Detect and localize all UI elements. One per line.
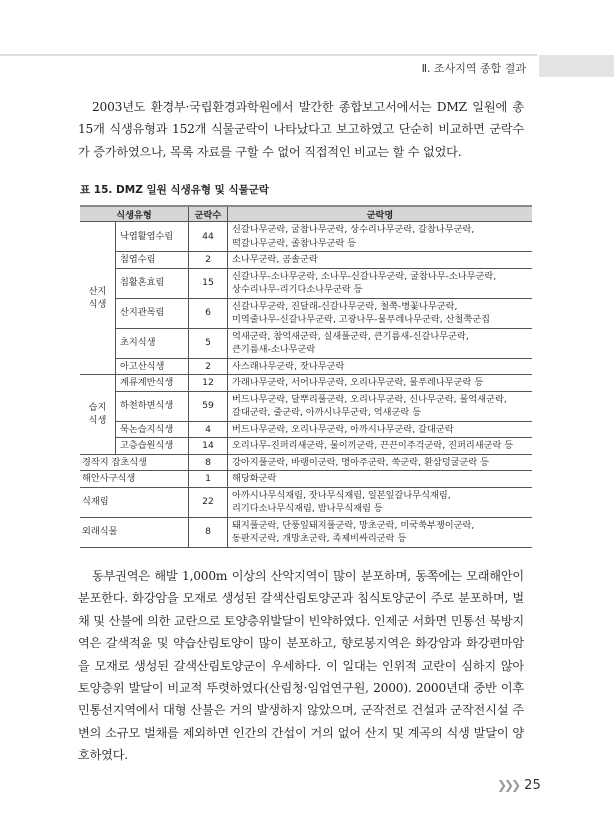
names-cell — [228, 298, 533, 328]
count-cell: 2 — [189, 358, 228, 375]
names-cell — [228, 438, 533, 455]
count-cell: 8 — [189, 517, 228, 547]
community-names: 큰기름새-소나무군락 — [232, 344, 316, 355]
page-number — [497, 778, 541, 793]
group-cell: 습지 식생 — [80, 375, 116, 455]
names-cell — [228, 268, 533, 298]
community-names: 상수리나무-리기다소나무군락 등 — [232, 284, 363, 295]
community-names: 버드나무군락, 달뿌리풀군락, 오리나무군락, 신나무군락, 물억새군락, — [232, 393, 507, 405]
community-names: 강아지풀군락, 바랭이군락, 명아주군락, 쑥군락, 환삼덩굴군락 등 — [232, 456, 490, 468]
names-cell — [228, 358, 533, 375]
paragraph-text: 동부권역은 해발 1,000m 이상의 산악지역이 많이 분포하며, 동쪽에는 모래해안이 분포한다. 화강암을 모재로 생성된 갈색산림토양군과 침식토양군이 주로 분포하며, 벌채 및 산불에 의한 교란으로 토양층위발달이 빈약하였다. 인제군 서화면 민통선 북방지역은 갈색적윤 및 약습산림토양이 많이 분포하고, 향로봉지역은 화강암과 화강편마암을 모재로 생성된 갈색산림토양군이 우세하다. 이 일대는 인위적 교란이 심하지 않아 토양층위 발달이 비교적 뚜렷하였다(산림청·임업연구원, 2000). 2000년대 중반 이후 민통선지역에서 대형 산불은 거의 발생하지 않았으며, 군작전로 건설과 군작전시설 주변의 소규모 벌채를 제외하면 인간의 간섭이 거의 없어 산지 및 계곡의 식생 발달이 양호하였다. — [78, 569, 524, 763]
table-row — [80, 358, 532, 375]
table-row — [80, 222, 532, 252]
count-cell: 5 — [189, 328, 228, 358]
type-cell: 경작지 잡초식생 — [80, 454, 189, 471]
table-row — [80, 268, 532, 298]
table-row — [80, 517, 532, 547]
names-cell — [228, 222, 533, 252]
count-cell: 2 — [189, 252, 228, 269]
community-names: 떡갈나무군락, 졸참나무군락 등 — [232, 237, 357, 249]
type-cell: 하천하변식생 — [116, 391, 189, 421]
community-names: 가래나무군락, 서어나무군락, 오리나무군락, 물푸레나무군락 등 — [232, 377, 484, 388]
type-cell: 아고산식생 — [116, 358, 189, 375]
names-cell — [228, 471, 533, 488]
table-header-row — [80, 206, 532, 222]
count-cell: 4 — [189, 421, 228, 438]
names-cell — [228, 421, 533, 438]
count-cell: 44 — [189, 222, 228, 252]
table-row — [80, 328, 532, 358]
type-cell: 외래식물 — [80, 517, 189, 547]
community-names: 돼지풀군락, 단풍잎돼지풀군락, 망초군락, 미국쑥부쟁이군락, — [232, 519, 475, 531]
names-cell — [228, 454, 533, 471]
type-cell: 식재림 — [80, 487, 189, 517]
community-names: 신갈나무군락, 굴참나무군락, 상수리나무군락, 갈참나무군락, — [232, 224, 475, 235]
col-header-names: 군락명 — [228, 206, 533, 222]
names-cell — [228, 517, 533, 547]
table-row — [80, 471, 532, 488]
community-names: 해당화군락 — [232, 473, 277, 484]
type-cell: 낙엽활엽수림 — [116, 222, 189, 252]
paragraph-text: 2003년도 환경부·국립환경과학원에서 발간한 종합보고서에서는 DMZ 일원에 총 15개 식생유형과 152개 식물군락이 나타났다고 보고하였고 단순히 비교하면 군락수가 증가하였으나, 목록 자료를 구할 수 없어 직접적인 비교는 할 수 없었다. — [78, 100, 524, 159]
count-cell: 14 — [189, 438, 228, 455]
community-names: 소나무군락, 곰솔군락 — [232, 254, 318, 265]
running-header: Ⅱ. 조사지역 종합 결과 — [421, 62, 526, 75]
type-cell: 산지관목림 — [116, 298, 189, 328]
type-cell: 침엽수림 — [116, 252, 189, 269]
table-row — [80, 454, 532, 471]
paragraph-2 — [78, 565, 524, 767]
header-rule — [0, 54, 537, 56]
community-names: 리기다소나무식재림, 밤나무식재림 등 — [232, 503, 383, 514]
header-tab-box — [539, 55, 614, 77]
community-names: 신갈나무군락, 진달래-신갈나무군락, 철쭉-병꽃나무군락, — [232, 300, 458, 312]
count-cell: 12 — [189, 375, 228, 392]
table-row — [80, 375, 532, 392]
type-cell: 고층습원식생 — [116, 438, 189, 455]
community-names: 아까시나무식재림, 잣나무식재림, 일본잎갈나무식재림, — [232, 489, 451, 501]
group-cell: 산지 식생 — [80, 222, 116, 375]
community-names: 억새군락, 참억새군락, 실새풀군락, 큰기름새-신갈나무군락, — [232, 330, 469, 342]
table-row — [80, 438, 532, 455]
names-cell — [228, 252, 533, 269]
col-header-count: 군락수 — [189, 206, 228, 222]
names-cell — [228, 487, 533, 517]
table-row — [80, 252, 532, 269]
type-cell: 해안사구식생 — [80, 471, 189, 488]
table-row — [80, 487, 532, 517]
paragraph-1 — [78, 96, 524, 163]
count-cell: 59 — [189, 391, 228, 421]
community-names: 버드나무군락, 오리나무군락, 아까시나무군락, 갈대군락 — [232, 423, 454, 435]
community-names: 사스래나무군락, 잣나무군락 — [232, 360, 345, 372]
table-row — [80, 421, 532, 438]
community-names: 갈대군락, 줄군락, 아까시나무군락, 억새군락 등 — [232, 407, 422, 418]
names-cell — [228, 391, 533, 421]
count-cell: 6 — [189, 298, 228, 328]
type-cell: 초지식생 — [116, 328, 189, 358]
vegetation-table — [80, 205, 532, 548]
count-cell: 22 — [189, 487, 228, 517]
community-names: 미역줄나무-신갈나무군락, 고광나무-물푸레나무군락, 산철쭉군집 — [232, 314, 490, 325]
triple-chevron-right-icon: ❯❯❯ — [497, 778, 519, 792]
community-names: 오리나무-진퍼리새군락, 물이끼군락, 끈끈이주걱군락, 진퍼리새군락 등 — [232, 440, 514, 451]
count-cell: 1 — [189, 471, 228, 488]
names-cell — [228, 328, 533, 358]
page-number-text: 25 — [524, 778, 541, 793]
table-row — [80, 391, 532, 421]
table-row — [80, 298, 532, 328]
type-cell: 계류계반식생 — [116, 375, 189, 392]
names-cell — [228, 375, 533, 392]
count-cell: 8 — [189, 454, 228, 471]
count-cell: 15 — [189, 268, 228, 298]
community-names: 신갈나무-소나무군락, 소나무-신갈나무군락, 굴참나무-소나무군락, — [232, 270, 497, 282]
type-cell: 묵논습지식생 — [116, 421, 189, 438]
col-header-type: 식생유형 — [80, 206, 189, 222]
community-names: 동판지군락, 개망초군락, 족제비싸리군락 등 — [232, 533, 407, 544]
type-cell: 침활혼효림 — [116, 268, 189, 298]
table-title: 표 15. DMZ 일원 식생유형 및 식물군락 — [80, 184, 270, 196]
